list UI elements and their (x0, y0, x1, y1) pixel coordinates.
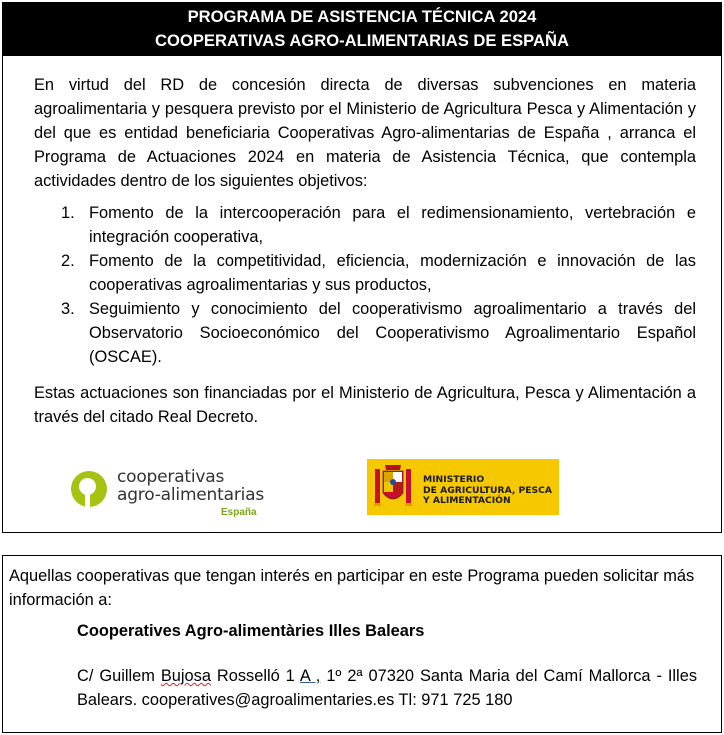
ministry-logo (367, 459, 559, 515)
list-number: 1. (61, 204, 75, 222)
address-part: Rosselló 1 (210, 667, 300, 685)
contact-intro: Aquellas cooperativas que tengan interés en participar en este Programa pueden solicitar más información a: (9, 567, 695, 609)
intro-paragraph: En virtud del RD de concesión directa de diversas subvenciones en materia agroalimentaria y pesquera previsto por el Ministerio de Agricultura Pesca y Alimentación y del que es entidad beneficiaria Cooperativas Agro-alimentarias de España , arranca el Programa de Actuaciones 2024 en materia de Asistencia Técnica, que contempla actividades dentro de los siguientes objetivos: (34, 76, 696, 190)
logo-text-line2: agro-alimentarias (117, 485, 265, 505)
contact-address (77, 664, 697, 712)
list-item (34, 201, 696, 249)
ministry-line1: MINISTERIO (423, 474, 485, 485)
list-text: Fomento de la intercooperación para el redimensionamiento, vertebración e integración cooperativa, (89, 204, 696, 246)
address-part: C/ Guillem (77, 667, 161, 685)
funding-paragraph: Estas actuaciones son financiadas por el Ministerio de Agricultura, Pesca y Alimentación a través del citado Real Decreto. (34, 384, 696, 426)
list-text: Fomento de la competitividad, eficiencia, modernización e innovación de las cooperativas agroalimentarias y sus productos, (89, 252, 696, 294)
ministry-line2: DE AGRICULTURA, PESCA (423, 484, 553, 496)
cooperativas-logo-icon (71, 471, 107, 507)
address-misspelled-word: Bujosa (160, 667, 211, 685)
organization-name: Cooperatives Agro-alimentàries Illes Balears (77, 622, 425, 640)
program-box (2, 56, 722, 533)
address-part: 1º 2ª 07320 Santa Maria del Camí Mallorca - Illes Balears. cooperatives@agroalimentaries.es Tl: 971 725 180 (77, 667, 698, 709)
contact-box (2, 555, 722, 733)
document-header (2, 2, 722, 56)
logo-text-line1: cooperativas (117, 467, 225, 487)
ministry-logo-text (423, 475, 552, 507)
header-title: PROGRAMA DE ASISTENCIA TÉCNICA 2024 (187, 7, 537, 26)
cooperativas-logo (71, 466, 271, 522)
logo-text-line3: España (221, 507, 257, 518)
coat-of-arms-icon (371, 461, 415, 513)
list-item (34, 249, 696, 297)
list-number: 3. (61, 300, 75, 318)
objectives-list (34, 201, 696, 369)
ministry-line3: Y ALIMENTACIÓN (423, 495, 511, 506)
address-underlined: A , (299, 667, 321, 685)
list-number: 2. (61, 252, 75, 270)
header-subtitle: COOPERATIVAS AGRO-ALIMENTARIAS DE ESPAÑA (155, 31, 569, 50)
list-item (34, 297, 696, 369)
list-text: Seguimiento y conocimiento del cooperativismo agroalimentario a través del Observatorio Socioeconómico del Cooperativismo Agroalimentario Español (OSCAE). (89, 300, 696, 366)
